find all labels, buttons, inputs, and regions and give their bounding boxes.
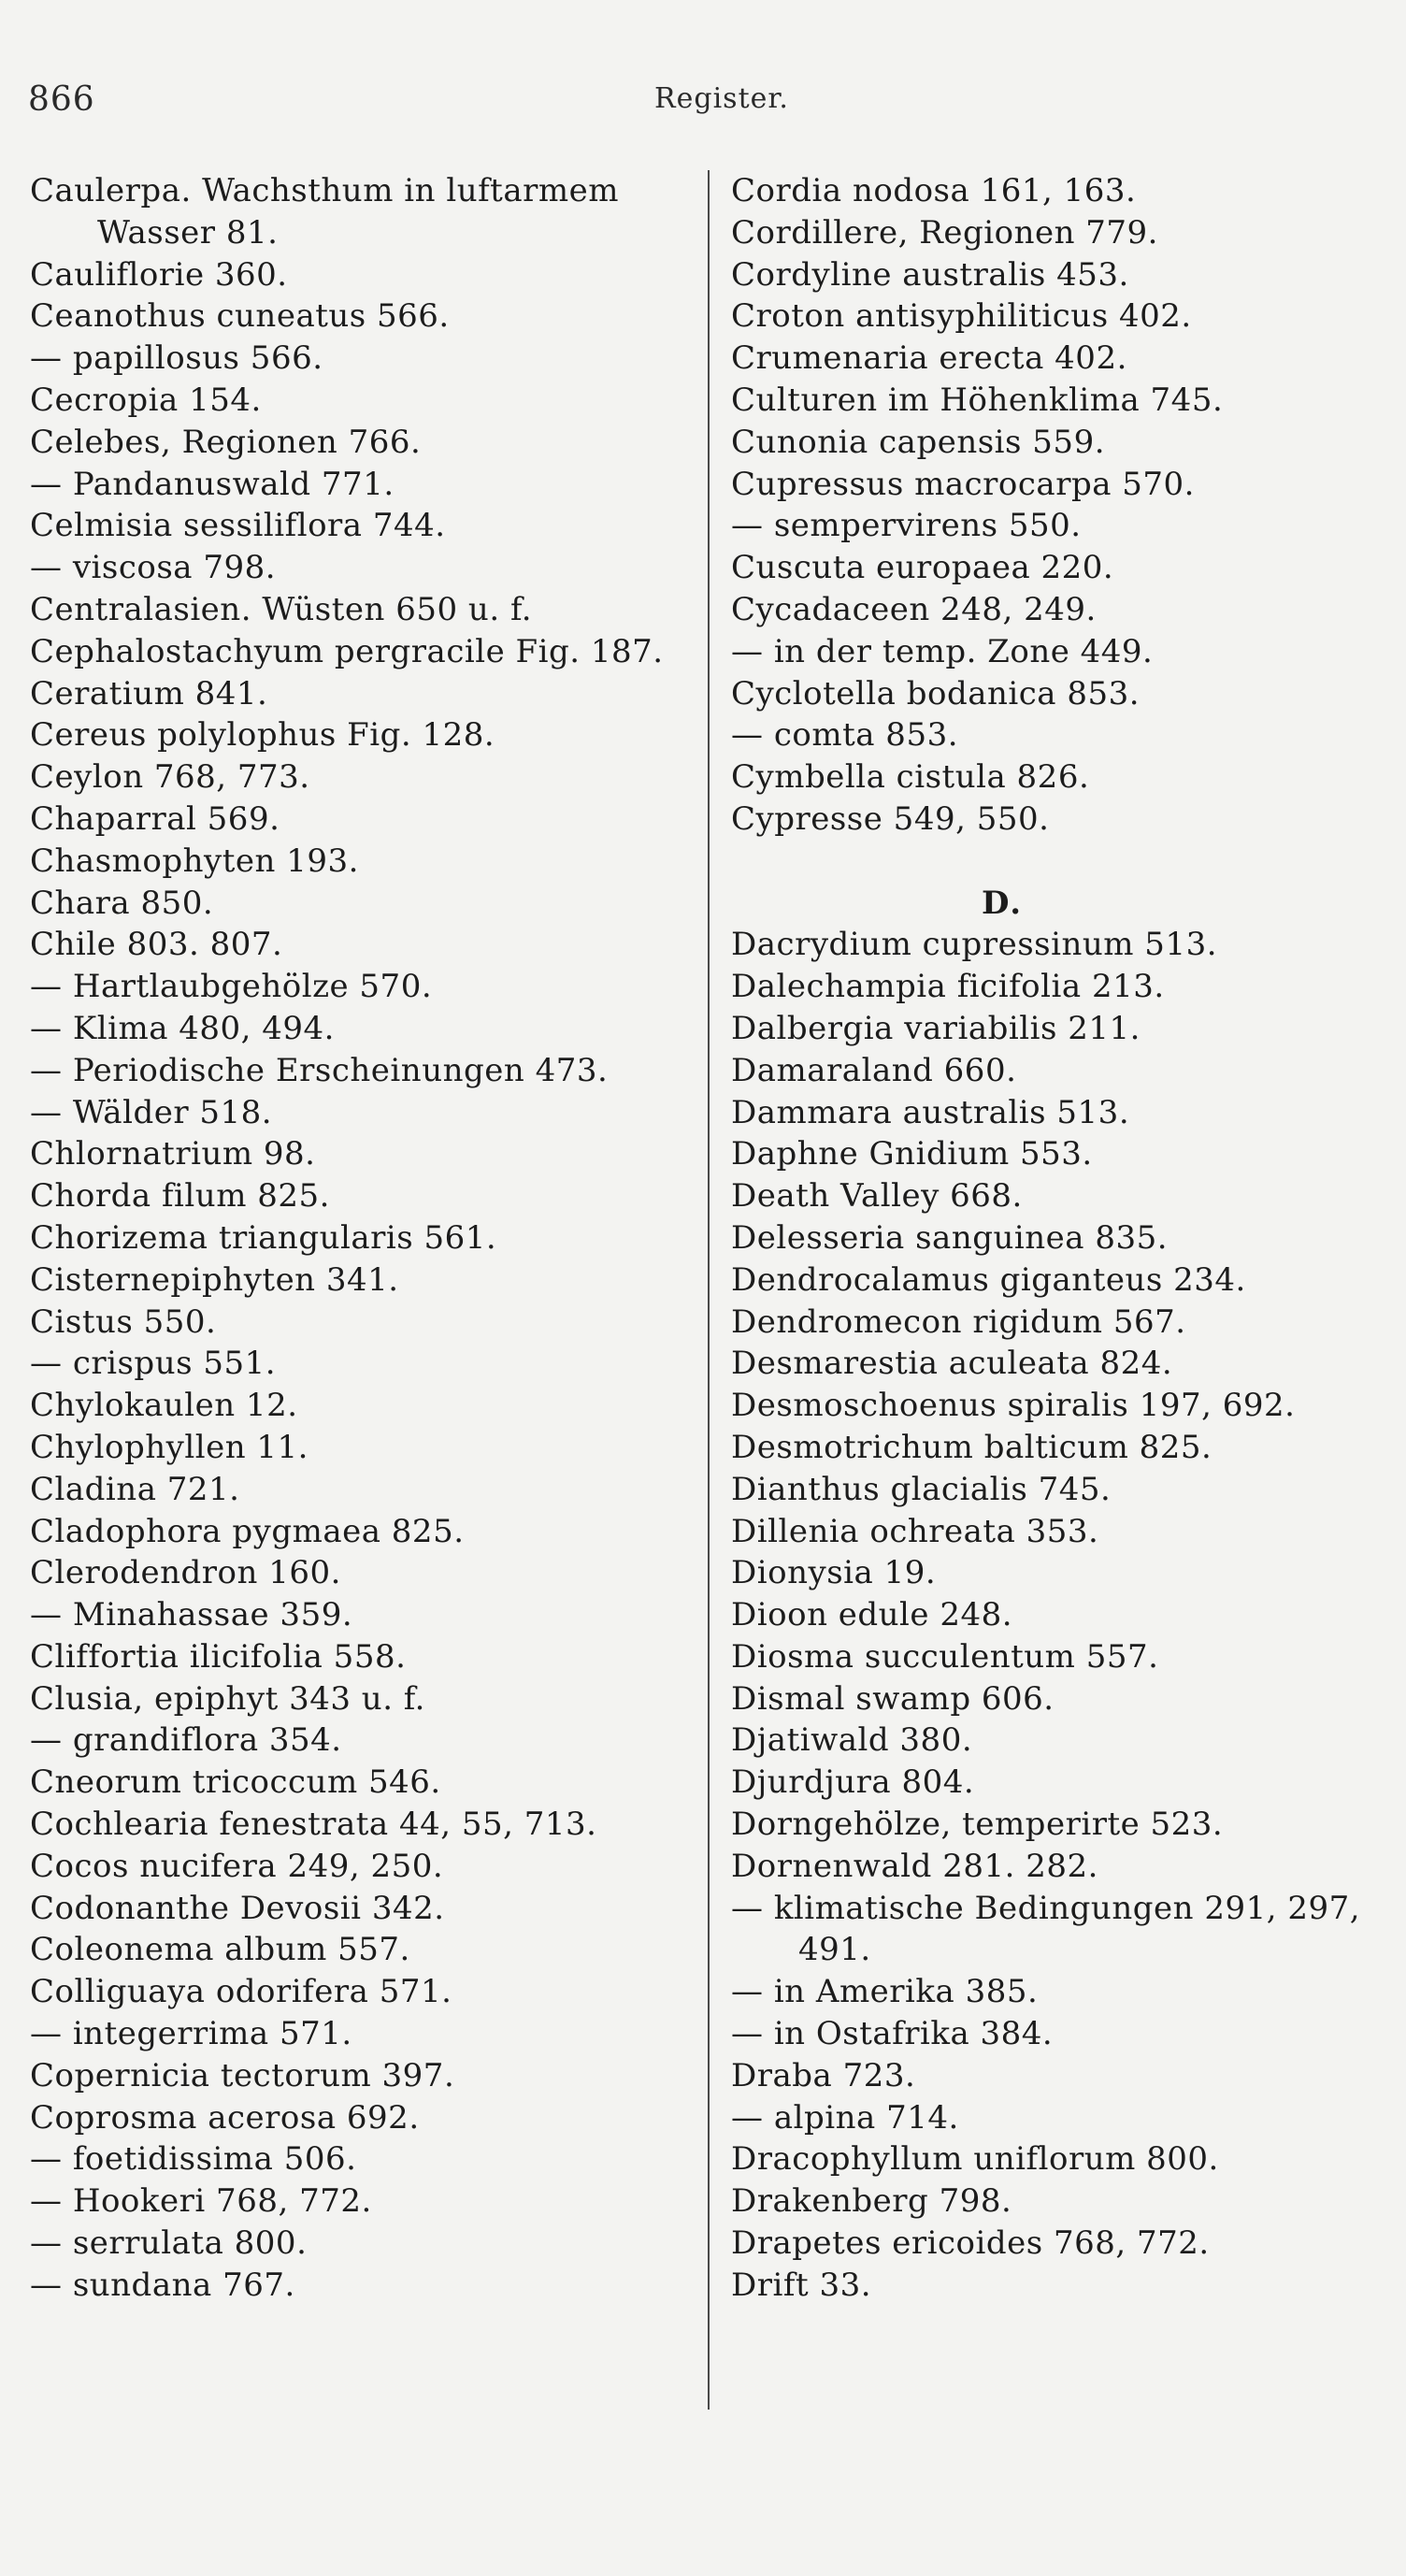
index-entry: Clerodendron 160. — [30, 1554, 341, 1592]
index-entry: Dracophyllum uniflorum 800. — [731, 2140, 1219, 2179]
index-entry: Ceratium 841. — [30, 674, 268, 712]
index-entry: Dorngehölze, temperirte 523. — [731, 1806, 1224, 1844]
index-entry: Death Valley 668. — [731, 1177, 1023, 1216]
index-subentry: — klimatische Bedingungen 291, 297, — [731, 1888, 1385, 1930]
index-entry: Chylokaulen 12. — [30, 1387, 298, 1425]
index-entry: Damaraland 660. — [731, 1051, 1017, 1089]
index-entry: Diosma succulentum 557. — [731, 1637, 1159, 1676]
index-entry: Cypresse 549, 550. — [731, 799, 1050, 838]
index-entry: Cecropia 154. — [30, 381, 262, 419]
index-entry: Codonanthe Devosii 342. — [30, 1889, 445, 1927]
index-entry: Cunonia capensis 559. — [731, 423, 1106, 461]
index-entry: Cordia nodosa 161, 163. — [731, 172, 1137, 209]
index-entry: Crumenaria erecta 402. — [731, 339, 1127, 378]
index-entry: Cladophora pygmaea 825. — [30, 1512, 465, 1550]
index-entry: Cordyline australis 453. — [731, 255, 1129, 294]
index-entry: Culturen im Höhenklima 745. — [731, 381, 1224, 419]
index-entry: Drapetes ericoides 768, 772. — [731, 2224, 1210, 2263]
index-entry: Dalechampia ficifolia 213. — [731, 968, 1165, 1006]
index-entry: Cephalostachyum pergracile Fig. 187. — [30, 632, 664, 670]
index-subentry: — in Amerika 385. — [731, 1971, 1385, 2013]
index-entry: Cycadaceen 248, 249. — [731, 590, 1097, 628]
index-entry: Draba 723. — [731, 2056, 916, 2094]
index-subentry: — in der temp. Zone 449. — [731, 631, 1385, 673]
index-subentry: — Hookeri 768, 772. — [30, 2180, 694, 2223]
index-entry: Drakenberg 798. — [731, 2182, 1012, 2221]
index-entry: Chlornatrium 98. — [30, 1135, 316, 1173]
index-subentry: — integerrima 571. — [30, 2013, 694, 2055]
index-subentry: — viscosa 798. — [30, 547, 694, 589]
index-entry: Chara 850. — [30, 884, 214, 922]
index-subentry: — Hartlaubgehölze 570. — [30, 966, 694, 1008]
index-entry: Dendrocalamus giganteus 234. — [731, 1260, 1246, 1299]
index-entry: Chorizema triangularis 561. — [30, 1218, 497, 1257]
index-entry: Dendromecon rigidum 567. — [731, 1302, 1186, 1341]
index-entry: Croton antisyphiliticus 402. — [731, 297, 1192, 336]
index-subentry: — papillosus 566. — [30, 338, 694, 380]
index-entry: Desmotrichum balticum 825. — [731, 1428, 1212, 1466]
index-subentry: — grandiflora 354. — [30, 1720, 694, 1762]
index-entry: Dornenwald 281. 282. — [731, 1847, 1098, 1885]
page-number: 866 — [28, 80, 95, 119]
index-entry: Coprosma acerosa 692. — [30, 2098, 420, 2137]
index-entry: Cyclotella bodanica 853. — [731, 674, 1141, 712]
index-entry: Dalbergia variabilis 211. — [731, 1009, 1141, 1047]
index-entry: Cupressus macrocarpa 570. — [731, 465, 1195, 503]
index-subentry: — alpina 714. — [731, 2097, 1385, 2139]
index-subentry: — Wälder 518. — [30, 1092, 694, 1134]
running-head: Register. — [654, 82, 789, 115]
index-entry: Desmarestia aculeata 824. — [731, 1345, 1173, 1383]
index-entry: Desmoschoenus spiralis 197, 692. — [731, 1387, 1296, 1425]
index-subentry: — sundana 767. — [30, 2265, 694, 2307]
index-subentry: — Minahassae 359. — [30, 1594, 694, 1636]
index-entry: Celmisia sessiliflora 744. — [30, 507, 446, 545]
index-entry: Celebes, Regionen 766. — [30, 423, 422, 461]
index-entry: Delesseria sanguinea 835. — [731, 1218, 1169, 1257]
index-entry: Colliguaya odorifera 571. — [30, 1973, 452, 2011]
index-subentry: — crispus 551. — [30, 1343, 694, 1385]
index-entry: Dacrydium cupressinum 513. — [731, 926, 1218, 964]
index-column-left — [30, 170, 694, 2307]
index-entry: Daphne Gnidium 553. — [731, 1135, 1093, 1173]
index-entry: Djatiwald 380. — [731, 1721, 973, 1760]
index-entry: Dillenia ochreata 353. — [731, 1512, 1099, 1550]
index-entry: Cereus polylophus Fig. 128. — [30, 716, 495, 755]
index-entry: Clusia, epiphyt 343 u. f. — [30, 1679, 425, 1718]
index-subentry: — Pandanuswald 771. — [30, 464, 694, 506]
index-entry: Drift 33. — [731, 2266, 872, 2304]
index-entry: Cocos nucifera 249, 250. — [30, 1847, 444, 1885]
index-entry: Chile 803. 807. — [30, 926, 283, 964]
index-entry: Ceylon 768, 773. — [30, 758, 310, 797]
index-entry: Chasmophyten 193. — [30, 842, 359, 880]
index-subentry: — Periodische Erscheinungen 473. — [30, 1050, 694, 1092]
index-entry: Cochlearia fenestrata 44, 55, 713. — [30, 1806, 597, 1844]
index-entry: Djurdjura 804. — [731, 1763, 975, 1802]
index-entry: Cisternepiphyten 341. — [30, 1260, 399, 1299]
index-subentry: — foetidissima 506. — [30, 2138, 694, 2180]
index-column-right — [731, 170, 1385, 2307]
index-entry-continuation: 491. — [798, 1931, 871, 1969]
index-subentry: — serrulata 800. — [30, 2223, 694, 2265]
index-entry: Chylophyllen 11. — [30, 1428, 308, 1466]
index-entry: Dammara australis 513. — [731, 1093, 1130, 1131]
index-entry: Copernicia tectorum 397. — [30, 2056, 455, 2094]
index-entry: Chorda filum 825. — [30, 1177, 330, 1216]
index-entry: Cauliflorie 360. — [30, 255, 288, 294]
index-entry: Chaparral 569. — [30, 799, 280, 838]
index-entry: Coleonema album 557. — [30, 1931, 410, 1969]
index-subentry: — in Ostafrika 384. — [731, 2013, 1385, 2055]
index-entry: Cordillere, Regionen 779. — [731, 213, 1158, 252]
index-entry: Cneorum tricoccum 546. — [30, 1763, 441, 1802]
index-entry: Dionysia 19. — [731, 1554, 937, 1592]
index-entry: Dianthus glacialis 745. — [731, 1470, 1112, 1508]
index-entry: Dismal swamp 606. — [731, 1679, 1054, 1718]
section-spacer — [731, 841, 1385, 883]
index-entry: Cymbella cistula 826. — [731, 758, 1090, 797]
index-entry: Cladina 721. — [30, 1470, 240, 1508]
section-letter-heading: D. — [981, 884, 1024, 922]
index-entry: Ceanothus cuneatus 566. — [30, 297, 450, 336]
column-divider — [708, 170, 710, 2410]
index-entry: Cistus 550. — [30, 1302, 217, 1341]
index-entry: Dioon edule 248. — [731, 1596, 1013, 1634]
index-entry-continuation: Wasser 81. — [97, 213, 279, 252]
index-subentry: — Klima 480, 494. — [30, 1008, 694, 1050]
index-entry: Cliffortia ilicifolia 558. — [30, 1637, 407, 1676]
index-entry: Caulerpa. Wachsthum in luftarmem — [30, 172, 619, 209]
index-entry: Centralasien. Wüsten 650 u. f. — [30, 590, 533, 628]
index-subentry: — comta 853. — [731, 714, 1385, 756]
index-subentry: — sempervirens 550. — [731, 505, 1385, 547]
index-entry: Cuscuta europaea 220. — [731, 549, 1114, 587]
